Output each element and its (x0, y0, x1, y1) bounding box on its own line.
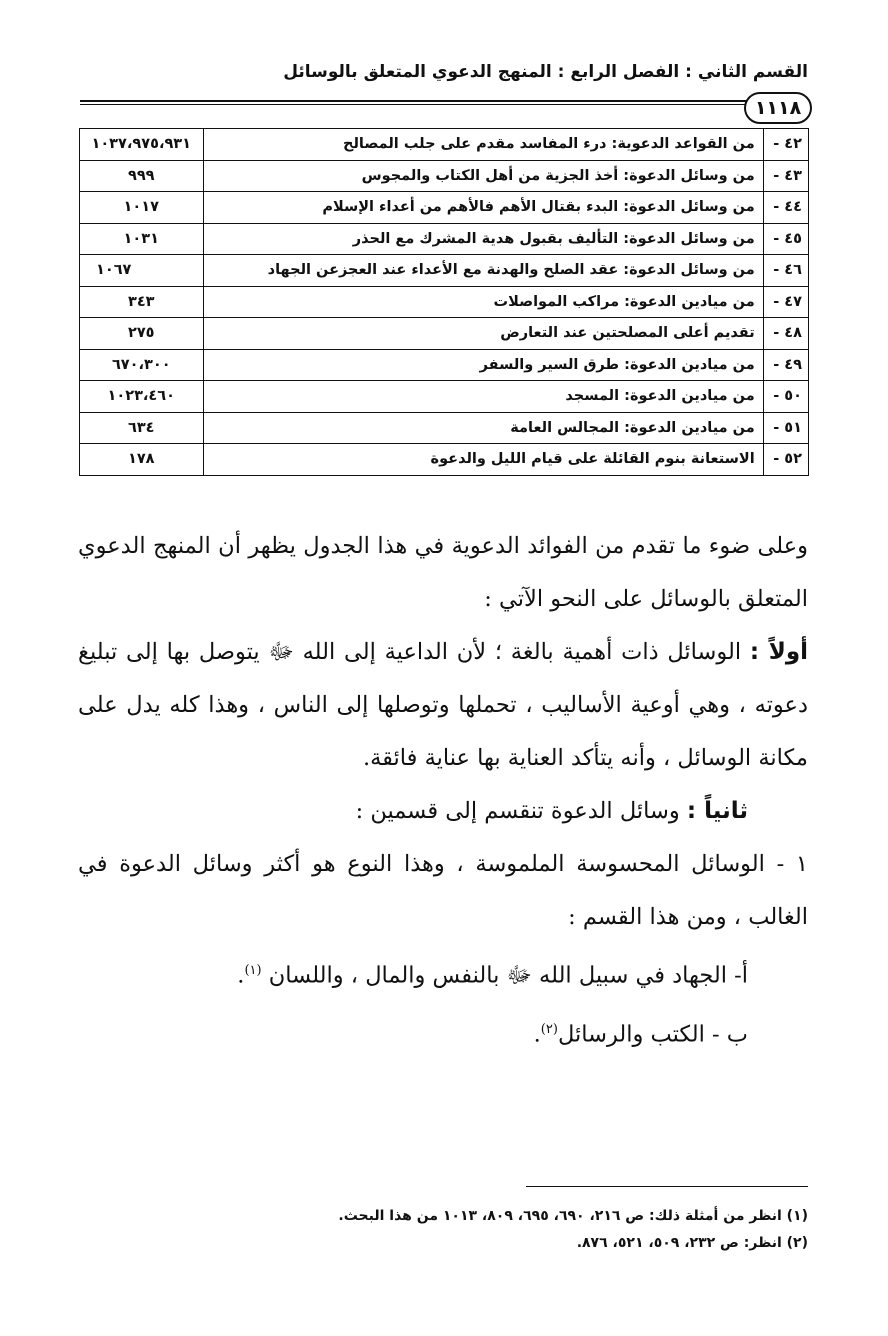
item-a-text: أ- الجهاد في سبيل الله ﷻ بالنفس والمال ، واللسان (268, 962, 748, 989)
intro-paragraph: وعلى ضوء ما تقدم من الفوائد الدعوية في هذا الجدول يظهر أن المنهج الدعوي المتعلق بالوسائل على النحو الآتي : (78, 533, 808, 612)
table-row (80, 412, 809, 444)
second-lead: ثانياً : (686, 798, 748, 824)
row-topic: من ميادين الدعوة: المسجد (203, 381, 763, 413)
item-a (78, 944, 808, 1003)
footnote-ref-1[interactable]: (١) (244, 963, 262, 978)
row-number: ٤٣ - (763, 160, 808, 192)
row-topic: من ميادين الدعوة: مراكب المواصلات (203, 286, 763, 318)
page-number: ١١١٨ (744, 92, 812, 124)
row-number: ٤٨ - (763, 318, 808, 350)
row-topic: الاستعانة بنوم القائلة على قيام الليل والدعوة (203, 444, 763, 476)
row-pages: ١٠٢٣،٤٦٠ (80, 381, 204, 413)
row-pages: ٩٩٩ (80, 160, 204, 192)
table-row (80, 381, 809, 413)
row-pages: ٣٤٣ (80, 286, 204, 318)
row-number: ٤٩ - (763, 349, 808, 381)
row-number: ٥٠ - (763, 381, 808, 413)
table-row (80, 286, 809, 318)
table-row (80, 160, 809, 192)
row-topic: من القواعد الدعوية: درء المفاسد مقدم على جلب المصالح (203, 129, 763, 161)
row-topic: من وسائل الدعوة: أخذ الجزية من أهل الكتاب والمجوس (203, 160, 763, 192)
footnote-rule (526, 1186, 808, 1187)
row-topic: من وسائل الدعوة: عقد الصلح والهدنة مع الأعداء عند العجزعن الجهاد (203, 255, 763, 287)
second-point (78, 785, 808, 838)
table-row (80, 318, 809, 350)
body-text (78, 520, 808, 1061)
item-b-end: . (533, 1021, 541, 1047)
first-text: الوسائل ذات أهمية بالغة ؛ لأن الداعية إلى الله ﷻ يتوصل بها إلى تبليغ دعوته ، وهي أوعية الأساليب ، تحملها وتوصلها إلى الناس ، وهذا كله يدل على مكانة الوسائل ، وأنه يتأكد العناية بها عناية فائقة. (78, 639, 808, 771)
table-row (80, 444, 809, 476)
footnote-ref-2[interactable]: (٢) (540, 1021, 558, 1037)
footnote-1: (١) انظر من أمثلة ذلك: ص ٢١٦، ٦٩٠، ٦٩٥، ٨٠٩، ١٠١٣ من هذا البحث. (338, 1208, 808, 1224)
row-number: ٤٢ - (763, 129, 808, 161)
row-topic: من وسائل الدعوة: التأليف بقبول هدية المشرك مع الحذر (203, 223, 763, 255)
row-number: ٤٧ - (763, 286, 808, 318)
row-topic: من ميادين الدعوة: طرق السير والسفر (203, 349, 763, 381)
first-point (78, 626, 808, 785)
second-text: وسائل الدعوة تنقسم إلى قسمين : (355, 798, 680, 824)
row-number: ٤٥ - (763, 223, 808, 255)
row-pages: ٦٣٤ (80, 412, 204, 444)
footnotes (78, 1203, 808, 1257)
footnote-2: (٢) انظر: ص ٢٣٢، ٥٠٩، ٥٢١، ٨٧٦. (576, 1235, 808, 1251)
table-row (80, 255, 809, 287)
row-number: ٥١ - (763, 412, 808, 444)
table-row (80, 349, 809, 381)
row-topic: من وسائل الدعوة: البدء بقتال الأهم فالأهم من أعداء الإسلام (203, 192, 763, 224)
row-pages: ١٧٨ (80, 444, 204, 476)
row-pages: ١٠١٧ (80, 192, 204, 224)
row-number: ٥٢ - (763, 444, 808, 476)
row-pages: ٦٧٠،٣٠٠ (80, 349, 204, 381)
first-lead: أولاً : (749, 639, 809, 665)
header-rule (80, 100, 748, 102)
item-a-end: . (237, 962, 245, 989)
header-rule-thin (80, 104, 748, 105)
index-table (79, 128, 809, 476)
table-row (80, 192, 809, 224)
row-pages: ١٠٦٧ (80, 255, 204, 287)
table-row (80, 129, 809, 161)
row-pages: ٢٧٥ (80, 318, 204, 350)
row-topic: تقديم أعلى المصلحتين عند التعارض (203, 318, 763, 350)
row-number: ٤٦ - (763, 255, 808, 287)
point-1: ١ - الوسائل المحسوسة الملموسة ، وهذا النوع هو أكثر وسائل الدعوة في الغالب ، ومن هذا القسم : (78, 851, 808, 930)
item-b-text: ب - الكتب والرسائل (557, 1021, 748, 1047)
running-header: القسم الثاني : الفصل الرابع : المنهج الدعوي المتعلق بالوسائل (283, 62, 808, 82)
row-pages: ١٠٣١ (80, 223, 204, 255)
row-pages: ١٠٣٧،٩٧٥،٩٣١ (80, 129, 204, 161)
row-number: ٤٤ - (763, 192, 808, 224)
item-b (78, 1003, 808, 1062)
table-row (80, 223, 809, 255)
row-topic: من ميادين الدعوة: المجالس العامة (203, 412, 763, 444)
